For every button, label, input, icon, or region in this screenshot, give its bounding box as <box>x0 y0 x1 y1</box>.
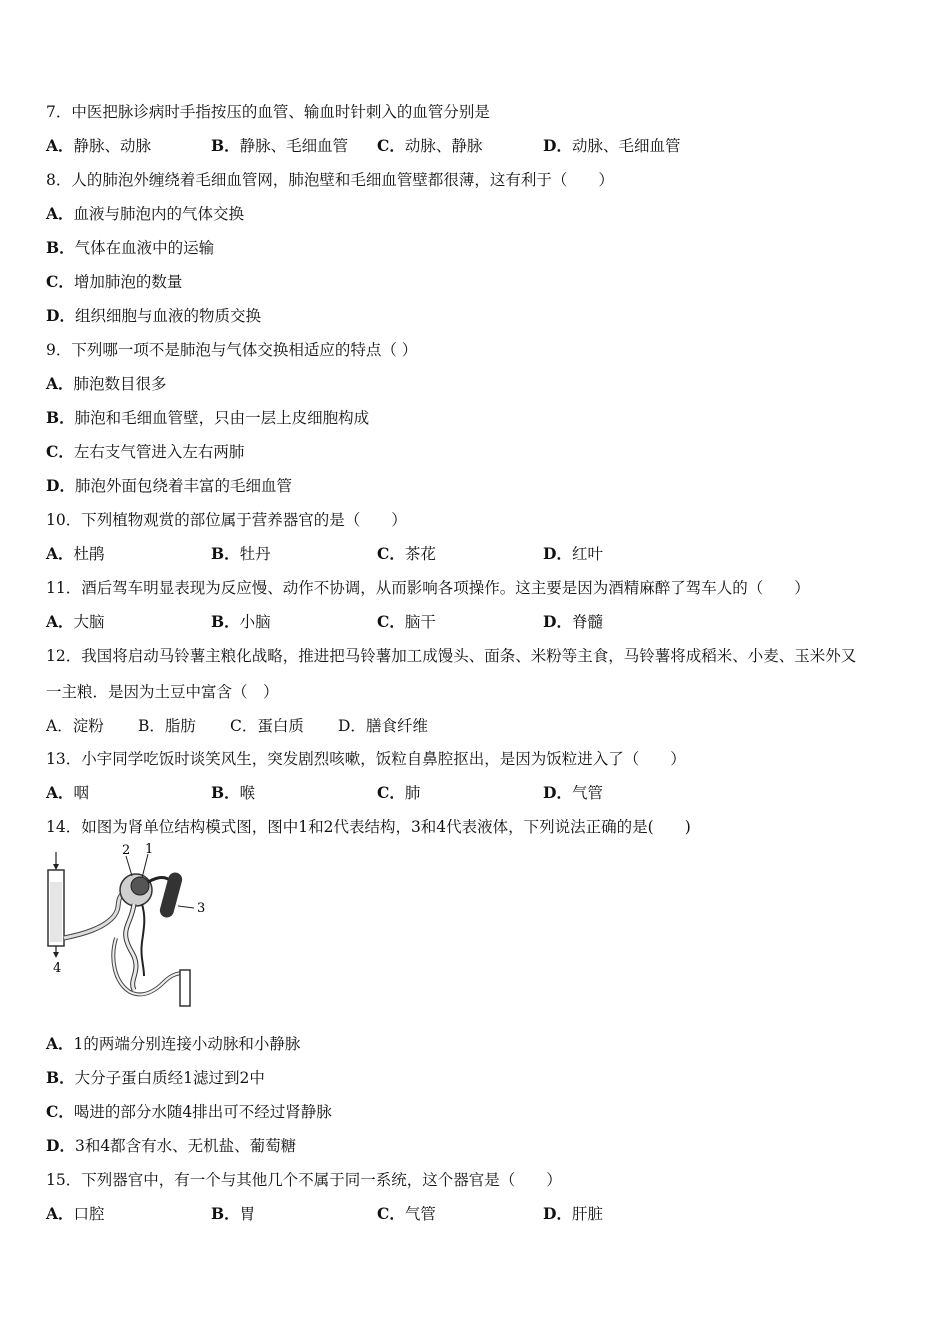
q12-option-b[interactable]: B．脂肪 <box>138 717 196 735</box>
q9-option-b[interactable]: B．肺泡和毛细血管壁，只由一层上皮细胞构成 <box>46 408 370 427</box>
q14-option-d[interactable]: D．3和4都含有水、无机盐、葡萄糖 <box>46 1136 297 1155</box>
question-11-stem: 11．酒后驾车明显表现为反应慢、动作不协调，从而影响各项操作。这主要是因为酒精麻醉了驾车人的（ ） <box>46 579 810 597</box>
nephron-diagram <box>44 842 214 1008</box>
q14-option-b[interactable]: B．大分子蛋白质经1滤过到2中 <box>46 1068 265 1087</box>
q8-option-c[interactable]: C．增加肺泡的数量 <box>46 272 183 291</box>
question-14-stem: 14．如图为肾单位结构模式图，图中1和2代表结构，3和4代表液体，下列说法正确的是( ) <box>46 818 691 836</box>
q13-option-c[interactable]: C．肺 <box>377 783 421 802</box>
figure-label-4: 4 <box>53 961 62 976</box>
q9-option-c[interactable]: C．左右支气管进入左右两肺 <box>46 442 245 461</box>
question-9-stem: 9．下列哪一项不是肺泡与气体交换相适应的特点（ ） <box>46 341 418 359</box>
q15-option-d[interactable]: D．肝脏 <box>543 1204 603 1223</box>
q15-option-b[interactable]: B．胃 <box>211 1204 256 1223</box>
q7-option-d[interactable]: D．动脉、毛细血管 <box>543 136 681 155</box>
q8-option-a[interactable]: A．血液与肺泡内的气体交换 <box>46 204 245 223</box>
q9-option-a[interactable]: A．肺泡数目很多 <box>46 374 167 393</box>
q10-option-b[interactable]: B．牡丹 <box>211 544 271 563</box>
q8-option-d[interactable]: D．组织细胞与血液的物质交换 <box>46 306 261 325</box>
q9-option-d[interactable]: D．肺泡外面包绕着丰富的毛细血管 <box>46 476 292 495</box>
q11-option-a[interactable]: A．大脑 <box>46 612 105 631</box>
question-7-stem: 7．中医把脉诊病时手指按压的血管、输血时针刺入的血管分别是 <box>46 103 490 121</box>
q15-option-a[interactable]: A．口腔 <box>46 1204 105 1223</box>
figure-label-2: 2 <box>122 843 131 858</box>
q7-option-a[interactable]: A．静脉、动脉 <box>46 136 152 155</box>
q12-option-c[interactable]: C．蛋白质 <box>230 717 304 735</box>
figure-label-1: 1 <box>145 842 154 857</box>
q11-option-d[interactable]: D．脊髓 <box>543 612 603 631</box>
question-8-stem: 8．人的肺泡外缠绕着毛细血管网，肺泡壁和毛细血管壁都很薄，这有利于（ ） <box>46 171 614 189</box>
q10-option-d[interactable]: D．红叶 <box>543 544 603 563</box>
question-10-stem: 10．下列植物观赏的部位属于营养器官的是（ ） <box>46 511 407 529</box>
question-15-stem: 15．下列器官中，有一个与其他几个不属于同一系统，这个器官是（ ） <box>46 1171 562 1189</box>
question-12-stem-line1: 12．我国将启动马铃薯主粮化战略，推进把马铃薯加工成馒头、面条、米粉等主食，马铃薯将成稻米、小麦、玉米外又 <box>46 647 857 665</box>
q12-option-d[interactable]: D．膳食纤维 <box>338 717 428 735</box>
figure-label-3: 3 <box>197 901 206 916</box>
q14-option-c[interactable]: C．喝进的部分水随4排出可不经过肾静脉 <box>46 1102 332 1121</box>
q7-option-b[interactable]: B．静脉、毛细血管 <box>211 136 349 155</box>
q12-option-a[interactable]: A．淀粉 <box>46 717 104 735</box>
q14-option-a[interactable]: A．1的两端分别连接小动脉和小静脉 <box>46 1034 301 1053</box>
q13-option-a[interactable]: A．咽 <box>46 783 90 802</box>
q10-option-c[interactable]: C．茶花 <box>377 544 436 563</box>
q13-option-b[interactable]: B．喉 <box>211 783 256 802</box>
q15-option-c[interactable]: C．气管 <box>377 1204 436 1223</box>
q13-option-d[interactable]: D．气管 <box>543 783 603 802</box>
q7-option-c[interactable]: C．动脉、静脉 <box>377 136 483 155</box>
question-12-stem-line2: 一主粮．是因为土豆中富含（ ） <box>46 683 279 701</box>
question-13-stem: 13．小宇同学吃饭时谈笑风生，突发剧烈咳嗽，饭粒自鼻腔抠出，是因为饭粒进入了（ ） <box>46 750 686 768</box>
q10-option-a[interactable]: A．杜鹃 <box>46 544 105 563</box>
q11-option-b[interactable]: B．小脑 <box>211 612 271 631</box>
q11-option-c[interactable]: C．脑干 <box>377 612 436 631</box>
q8-option-b[interactable]: B．气体在血液中的运输 <box>46 238 215 257</box>
